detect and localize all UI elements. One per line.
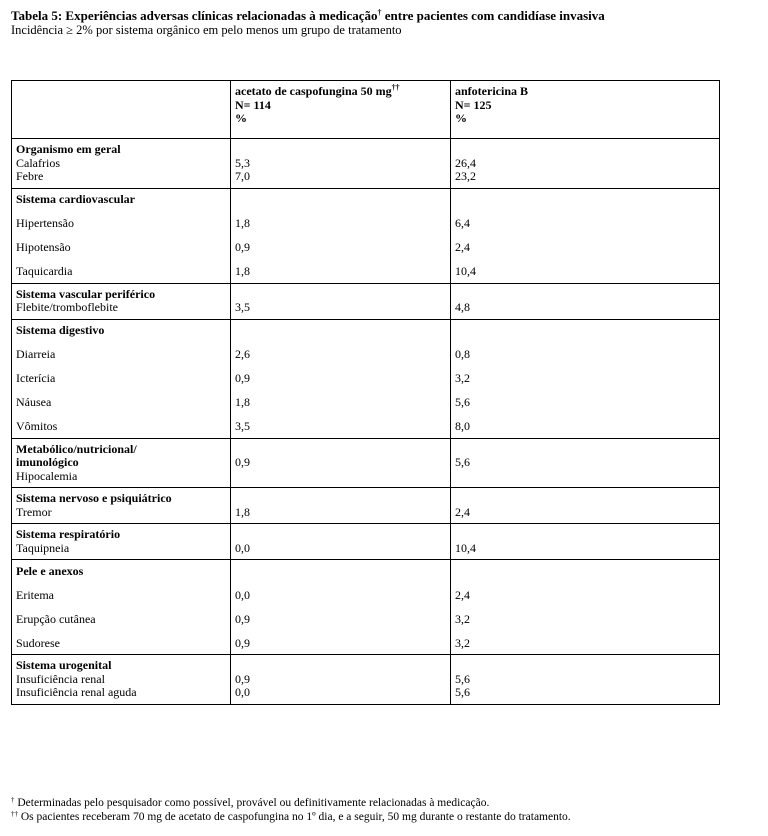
adverse-events-table <box>11 80 720 705</box>
title-footnote-mark: † <box>377 8 382 17</box>
values-caspofungin <box>231 488 451 524</box>
table-row <box>12 560 720 655</box>
group-title: Organismo em geral <box>16 142 121 156</box>
value-cell: 2,6 <box>235 347 250 361</box>
values-amphotericin <box>451 438 720 488</box>
group-cell <box>12 319 231 438</box>
row-label: Náusea <box>16 395 52 409</box>
group-cell <box>12 524 231 560</box>
group-title: Sistema digestivo <box>16 323 105 337</box>
footnote-2: †† Os pacientes receberam 70 mg de acetato de caspofungina no 1º dia, e a seguir, 50 mg durante o restante do tratamento. <box>11 810 571 823</box>
value-cell: 2,4 <box>455 504 470 519</box>
row-label: Icterícia <box>16 371 56 385</box>
row-label: Vômitos <box>16 419 58 433</box>
group-title: Sistema urogenital <box>16 658 112 672</box>
values-amphotericin <box>451 283 720 319</box>
row-label: Calafrios <box>16 155 60 170</box>
row-label: Erupção cutânea <box>16 611 96 626</box>
value-cell: 0,9 <box>235 671 250 686</box>
header-row <box>12 81 720 139</box>
value-cell: 3,5 <box>235 419 250 433</box>
value-cell: 1,8 <box>235 264 250 278</box>
value-cell: 2,4 <box>455 587 470 602</box>
row-label: Eritema <box>16 587 54 602</box>
values-amphotericin <box>451 139 720 189</box>
value-cell: 26,4 <box>455 155 476 170</box>
group-title: Metabólico/nutricional/ <box>16 441 137 456</box>
row-label: Hipocalemia <box>16 468 78 483</box>
value-cell: 5,3 <box>235 155 250 170</box>
values-amphotericin <box>451 655 720 705</box>
row-label: Hipertensão <box>16 216 74 230</box>
values-caspofungin <box>231 438 451 488</box>
footnotes <box>11 796 571 824</box>
group-title: Pele e anexos <box>16 563 84 578</box>
group-title: Sistema nervoso e psiquiátrico <box>16 491 172 505</box>
value-cell: 1,8 <box>235 504 250 519</box>
table-row <box>12 188 720 283</box>
value-cell: 1,8 <box>235 395 250 409</box>
group-title: imunológico <box>16 455 79 469</box>
values-amphotericin <box>451 319 720 438</box>
row-label: Insuficiência renal aguda <box>16 685 137 699</box>
header-empty-cell <box>12 81 231 139</box>
values-amphotericin <box>451 488 720 524</box>
value-cell: 5,6 <box>455 685 470 699</box>
table-row <box>12 139 720 189</box>
group-title: Sistema respiratório <box>16 527 121 541</box>
value-cell: 5,6 <box>455 395 470 409</box>
row-label: Sudorese <box>16 635 60 650</box>
group-cell <box>12 488 231 524</box>
group-title: Sistema vascular periférico <box>16 286 156 301</box>
values-caspofungin <box>231 283 451 319</box>
values-amphotericin <box>451 560 720 655</box>
table-subtitle: Incidência ≥ 2% por sistema orgânico em pelo menos um grupo de tratamento <box>11 23 402 37</box>
values-amphotericin <box>451 524 720 560</box>
value-cell: 5,6 <box>455 671 470 686</box>
table-row <box>12 283 720 319</box>
value-cell: 5,6 <box>455 455 470 469</box>
values-caspofungin <box>231 188 451 283</box>
row-label: Diarreia <box>16 347 56 361</box>
value-cell: 23,2 <box>455 169 476 183</box>
value-cell: 0,0 <box>235 587 250 602</box>
table-row <box>12 524 720 560</box>
value-cell: 3,5 <box>235 300 250 314</box>
value-cell: 6,4 <box>455 216 470 230</box>
row-label: Tremor <box>16 504 52 519</box>
table-row <box>12 488 720 524</box>
header-amphotericin: anfotericina B N= 125 % <box>451 81 720 139</box>
value-cell: 10,4 <box>455 264 476 278</box>
group-cell <box>12 560 231 655</box>
value-cell: 0,8 <box>455 347 470 361</box>
table-row <box>12 319 720 438</box>
row-label: Hipotensão <box>16 240 71 254</box>
footnote-1: † Determinadas pelo pesquisador como possível, provável ou definitivamente relacionadas à medicação. <box>11 796 490 809</box>
values-amphotericin <box>451 188 720 283</box>
value-cell: 3,2 <box>455 611 470 626</box>
header-caspofungin: acetato de caspofungina 50 mg†† N= 114 % <box>231 81 451 139</box>
value-cell: 0,9 <box>235 611 250 626</box>
row-label: Insuficiência renal <box>16 671 105 686</box>
value-cell: 1,8 <box>235 216 250 230</box>
value-cell: 0,9 <box>235 371 250 385</box>
group-cell <box>12 139 231 189</box>
group-title: Sistema cardiovascular <box>16 192 135 206</box>
values-caspofungin <box>231 524 451 560</box>
col1-footnote-mark: †† <box>391 83 400 92</box>
values-caspofungin <box>231 560 451 655</box>
group-cell <box>12 655 231 705</box>
value-cell: 8,0 <box>455 419 470 433</box>
row-label: Taquipneia <box>16 540 70 555</box>
value-cell: 3,2 <box>455 635 470 650</box>
value-cell: 3,2 <box>455 371 470 385</box>
value-cell: 0,9 <box>235 240 250 254</box>
table-row <box>12 655 720 705</box>
values-caspofungin <box>231 655 451 705</box>
row-label: Flebite/tromboflebite <box>16 300 118 314</box>
value-cell: 0,0 <box>235 540 250 555</box>
value-cell: 7,0 <box>235 169 250 183</box>
value-cell: 0,9 <box>235 635 250 650</box>
group-cell <box>12 283 231 319</box>
table-row <box>12 438 720 488</box>
row-label: Febre <box>16 169 44 183</box>
row-label: Taquicardia <box>16 264 73 278</box>
value-cell: 0,9 <box>235 455 250 469</box>
value-cell: 0,0 <box>235 685 250 699</box>
value-cell: 10,4 <box>455 540 476 555</box>
value-cell: 4,8 <box>455 300 470 314</box>
values-caspofungin <box>231 319 451 438</box>
values-caspofungin <box>231 139 451 189</box>
group-cell <box>12 438 231 488</box>
value-cell: 2,4 <box>455 240 470 254</box>
group-cell <box>12 188 231 283</box>
table-title: Tabela 5: Experiências adversas clínicas relacionadas à medicação† entre pacientes com candidíase invasiva <box>11 8 605 23</box>
